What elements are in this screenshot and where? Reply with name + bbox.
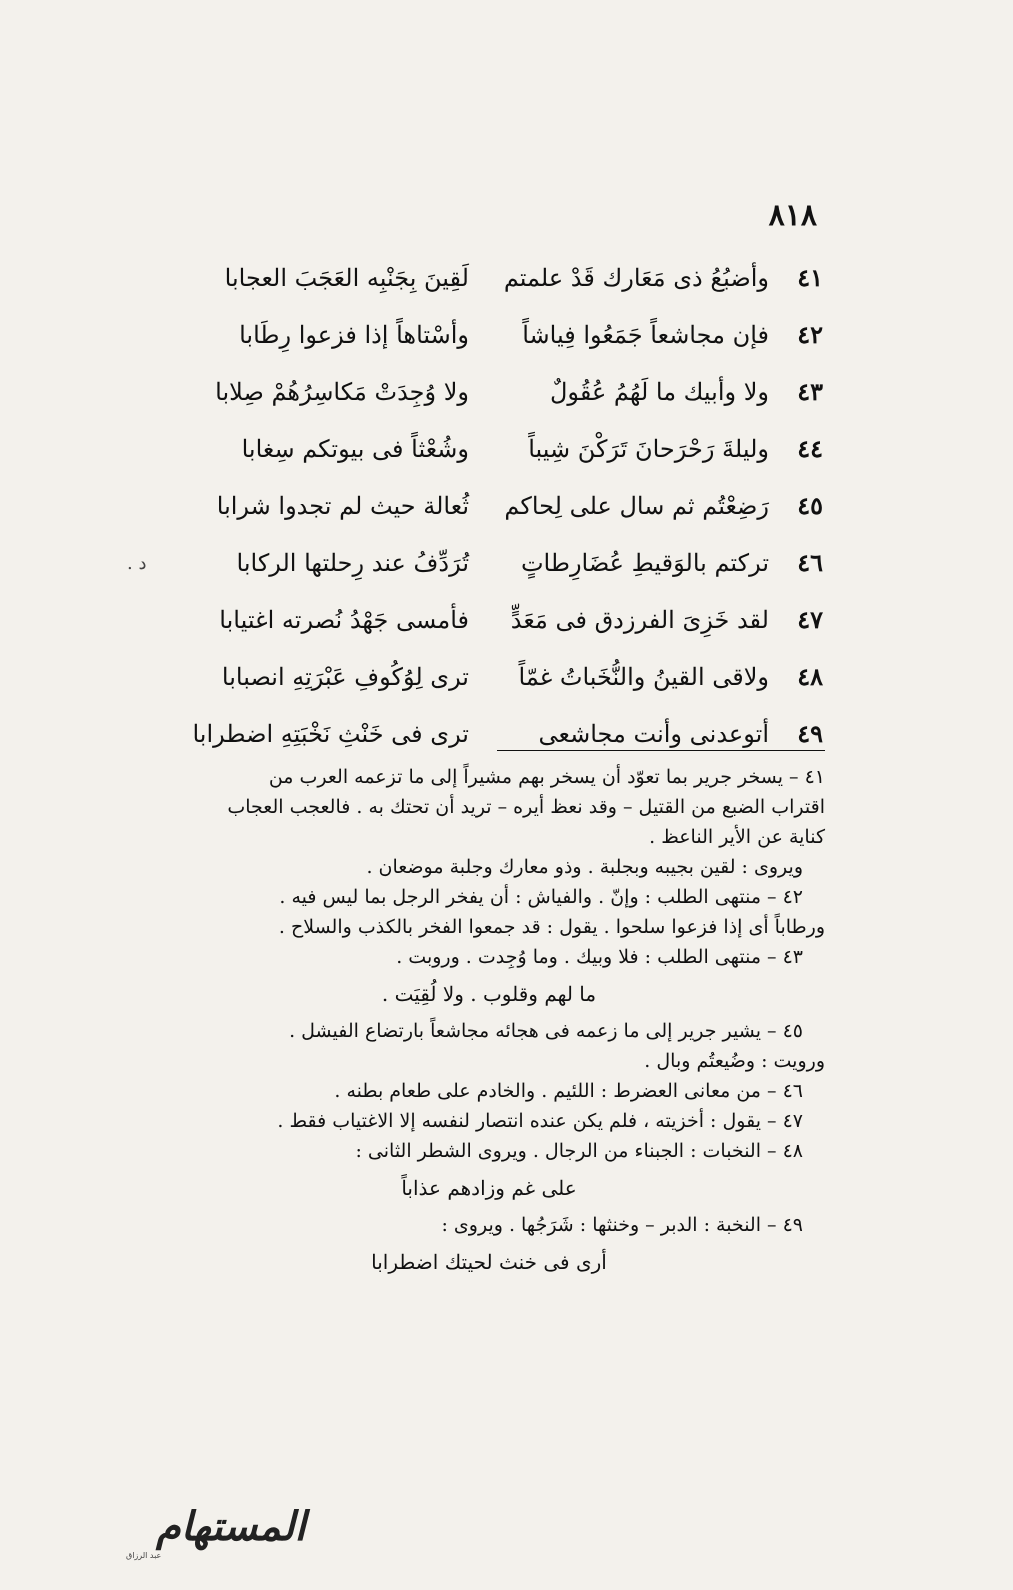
- verse-first-hemistich: ولاقى القينُ والنُّخَباتُ غمّاً: [518, 663, 769, 692]
- footnote-line: ٤١ – يسخر جرير بما تعوّد أن يسخر بهم مشيراً إلى ما تزعمه العرب من: [268, 766, 825, 788]
- verse-first-hemistich: تركتم بالوَقيطِ عُضَارِطاتٍ: [520, 549, 769, 578]
- verse-number: ٤١: [797, 263, 823, 293]
- watermark-text: المستهام: [156, 1503, 306, 1550]
- verse-first-hemistich: أتوعدنى وأنت مجاشعى: [538, 720, 769, 749]
- footnote-line: ورطاباً أى إذا فزعوا سلحوا . يقول : قد جمعوا الفخر بالكذب والسلاح .: [278, 916, 825, 938]
- footnote-line: اقتراب الضبع من القتيل – وقد نعظ أيره – تريد أن تحتك به . فالعجب العجاب: [227, 796, 825, 818]
- verse-line: [163, 649, 823, 706]
- verse-number: ٤٦: [797, 548, 823, 578]
- footnote-quote: أرى فى خنث لحيتك اضطرابا: [371, 1250, 607, 1274]
- verse-first-hemistich: وليلةَ رَحْرَحانَ تَرَكْنَ شِيباً: [528, 435, 769, 464]
- footnote-line: ٤٩ – النخبة : الدبر – وخنثها : شَرَجُها . ويروى :: [441, 1214, 803, 1236]
- footnote-line: ٤٧ – يقول : أخزيته ، فلم يكن عنده انتصار لنفسه إلا الاغتياب فقط .: [277, 1110, 803, 1132]
- verse-first-hemistich: رَضِعْتُم ثم سال على لِحاكم: [504, 492, 769, 521]
- footnote-divider: [497, 750, 825, 751]
- verse-second-hemistich: تُرَدِّفُ عند رِحلتها الركابا: [236, 549, 469, 578]
- verse-second-hemistich: وشُعْثاً فى بيوتكم سِغابا: [241, 435, 469, 464]
- footnote-line: ٤٥ – يشير جرير إلى ما زعمه فى هجائه مجاشعاً بارتضاع الفيشل .: [289, 1020, 803, 1042]
- page-number: ٨١٨: [768, 198, 817, 233]
- verse-second-hemistich: لَقِينَ بِجَنْبِه العَجَبَ العجابا: [224, 264, 469, 293]
- verse-number: ٤٧: [797, 605, 823, 635]
- poem-verses: [127, 250, 823, 763]
- verse-second-hemistich: ترى لِوُكُوفِ عَبْرَتِهِ انصبابا: [221, 663, 469, 692]
- verse-first-hemistich: وأضبُعُ ذى مَعَارك قَدْ علمتم: [503, 264, 769, 293]
- footnote-quote: على غم وزادهم عذاباً: [401, 1176, 577, 1200]
- verse-second-hemistich: ترى فى خَنْثِ نَخْبَتِهِ اضطرابا: [192, 720, 469, 749]
- margin-mark: د .: [127, 552, 147, 574]
- verse-line: [163, 364, 823, 421]
- verse-second-hemistich: ثُعالة حيث لم تجدوا شرابا: [216, 492, 469, 521]
- footnote-line: كناية عن الأير الناعظ .: [649, 826, 825, 848]
- verse-number: ٤٥: [797, 491, 823, 521]
- verse-second-hemistich: ولا وُجِدَتْ مَكاسِرُهُمْ صِلابا: [215, 378, 469, 407]
- verse-number: ٤٣: [797, 377, 823, 407]
- footnote-quote: ما لهم وقلوب . ولا لُقِيَت .: [381, 982, 597, 1006]
- verse-number: ٤٢: [797, 320, 823, 350]
- verse-second-hemistich: وأسْتاهاً إذا فزعوا رِطَابا: [239, 321, 469, 350]
- verse-line: [163, 250, 823, 307]
- verse-first-hemistich: ولا وأبيك ما لَهُمُ عُقُولٌ: [549, 378, 769, 407]
- footnotes: [153, 762, 825, 1284]
- footnote-line: ٤٢ – منتهى الطلب : وإنّ . والفياش : أن يفخر الرجل بما ليس فيه .: [279, 886, 803, 908]
- footnote-line: ٤٦ – من معانى العضرط : اللئيم . والخادم على طعام بطنه .: [334, 1080, 803, 1102]
- footnote-line: ٤٨ – النخبات : الجبناء من الرجال . ويروى الشطر الثانى :: [355, 1140, 803, 1162]
- verse-line: [163, 421, 823, 478]
- watermark-subtext: عبد الرزاق: [126, 1551, 162, 1560]
- verse-number: ٤٤: [797, 434, 823, 464]
- verse-line: [127, 535, 823, 592]
- verse-line: [163, 478, 823, 535]
- footnote-line: ويروى : لقين بجيبه وبجلبة . وذو معارك وجلبة موضعان .: [366, 856, 803, 878]
- verse-first-hemistich: لقد خَزِىَ الفرزدق فى مَعَدٍّ: [510, 606, 769, 635]
- footnote-line: ورويت : وضُيعتُم وبال .: [644, 1050, 825, 1072]
- verse-line: [163, 706, 823, 763]
- verse-line: [163, 592, 823, 649]
- verse-number: ٤٨: [797, 662, 823, 692]
- verse-first-hemistich: فإن مجاشعاً جَمَعُوا فِياشاً: [522, 321, 769, 350]
- footnote-line: ٤٣ – منتهى الطلب : فلا وبيك . وما وُجِدت . وروبت .: [396, 946, 803, 968]
- verse-second-hemistich: فأمسى جَهْدُ نُصرته اغتيابا: [219, 606, 469, 635]
- verse-line: [163, 307, 823, 364]
- watermark-logo: [6, 1496, 306, 1566]
- verse-number: ٤٩: [797, 719, 823, 749]
